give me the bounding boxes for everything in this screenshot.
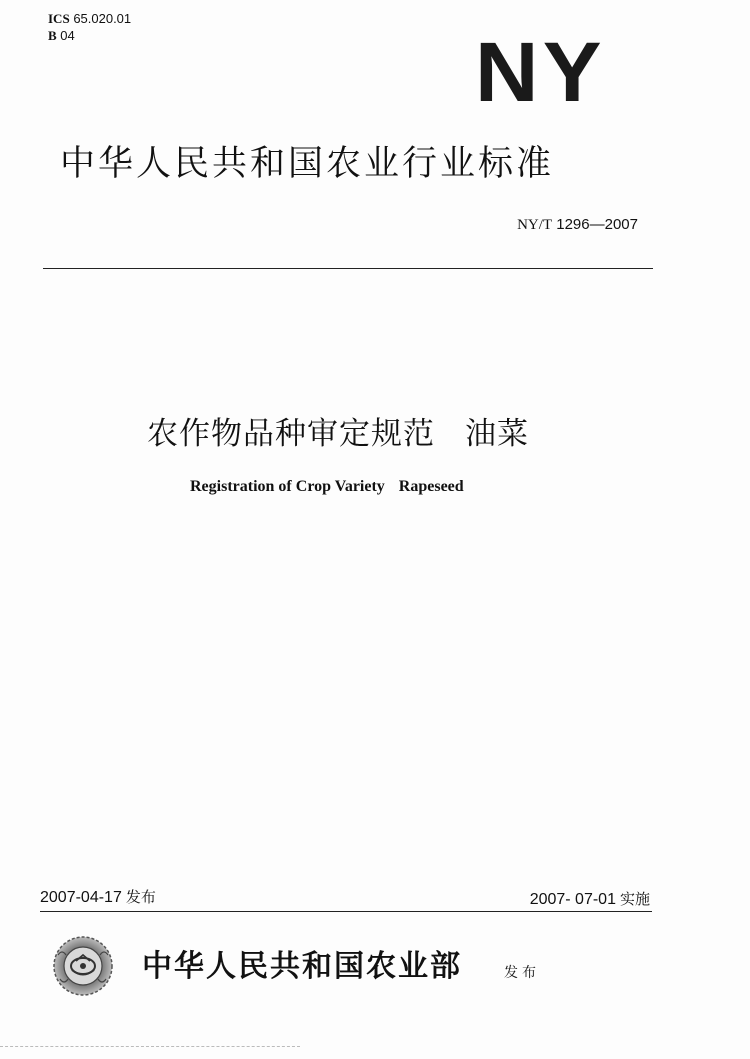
classification-codes [48, 10, 131, 44]
standard-category-title: 中华人民共和国农业行业标准 [60, 144, 555, 184]
document-title-cn [147, 408, 529, 453]
ics-line [48, 10, 131, 27]
scan-edge-mark [0, 1046, 300, 1047]
issuing-ministry: 中华人民共和国农业部 [142, 949, 462, 984]
implementation-date-value: 2007- 07-01 [529, 891, 616, 908]
title-cn-main: 农作物品种审定规范 [147, 416, 435, 452]
issue-date [40, 886, 156, 907]
title-cn-crop: 油菜 [465, 416, 529, 452]
title-en-crop: Rapeseed [398, 478, 464, 495]
implementation-date-label: 实施 [619, 890, 650, 908]
class-label: B [48, 28, 57, 43]
class-code: 04 [60, 28, 75, 43]
document-title-en [190, 478, 464, 496]
standard-number-value: 1296—2007 [556, 216, 638, 233]
ny-logo [474, 25, 606, 119]
issue-date-label: 发布 [125, 888, 156, 906]
title-en-main: Registration of Crop Variety [190, 478, 385, 495]
ministry-emblem-icon [52, 935, 114, 997]
standard-number [517, 216, 638, 234]
bottom-divider [40, 911, 652, 912]
top-divider [43, 268, 653, 269]
issue-date-value: 2007-04-17 [40, 889, 122, 906]
ics-label: ICS [48, 11, 70, 26]
ics-code: 65.020.01 [73, 11, 132, 26]
standard-number-prefix: NY/T [517, 217, 553, 233]
ny-logo-text: NY [474, 25, 606, 119]
issued-label: 发布 [504, 965, 540, 981]
implementation-date [530, 888, 650, 909]
class-line [48, 27, 131, 44]
